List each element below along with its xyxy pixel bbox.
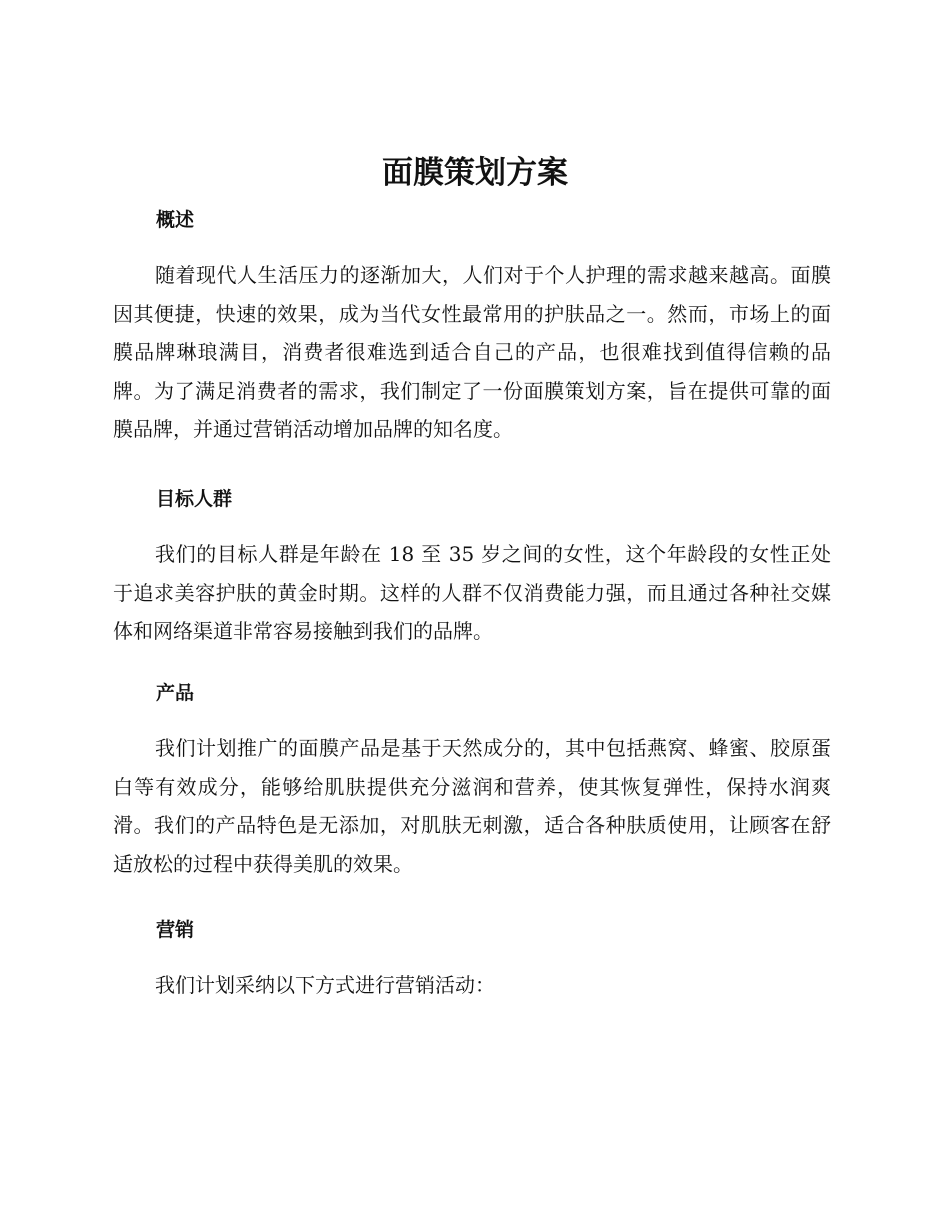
section-paragraph-target-audience: 我们的目标人群是年龄在 18 至 35 岁之间的女性，这个年龄段的女性正处于追求美容护肤的黄金时期。这样的人群不仅消费能力强，而且通过各种社交媒体和网络渠道非常容易接触到我们的品牌。 [113,542,831,643]
section-heading-overview: 概述 [156,209,195,231]
document-title: 面膜策划方案 [382,155,568,191]
section-paragraph-product: 我们计划推广的面膜产品是基于天然成分的，其中包括燕窝、蜂蜜、胶原蛋白等有效成分，能够给肌肤提供充分滋润和营养，使其恢复弹性，保持水润爽滑。我们的产品特色是无添加，对肌肤无刺激，适合各种肤质使用，让顾客在舒适放松的过程中获得美肌的效果。 [113,736,831,876]
section-paragraph-marketing: 我们计划采纳以下方式进行营销活动： [155,973,495,997]
section-paragraph-overview: 随着现代人生活压力的逐渐加大，人们对于个人护理的需求越来越高。面膜因其便捷，快速的效果，成为当代女性最常用的护肤品之一。然而，市场上的面膜品牌琳琅满目，消费者很难选到适合自己的产品，也很难找到值得信赖的品牌。为了满足消费者的需求，我们制定了一份面膜策划方案，旨在提供可靠的面膜品牌，并通过营销活动增加品牌的知名度。 [113,263,831,441]
section-heading-target-audience: 目标人群 [156,488,233,510]
section-heading-marketing: 营销 [156,919,195,941]
section-heading-product: 产品 [156,682,195,704]
